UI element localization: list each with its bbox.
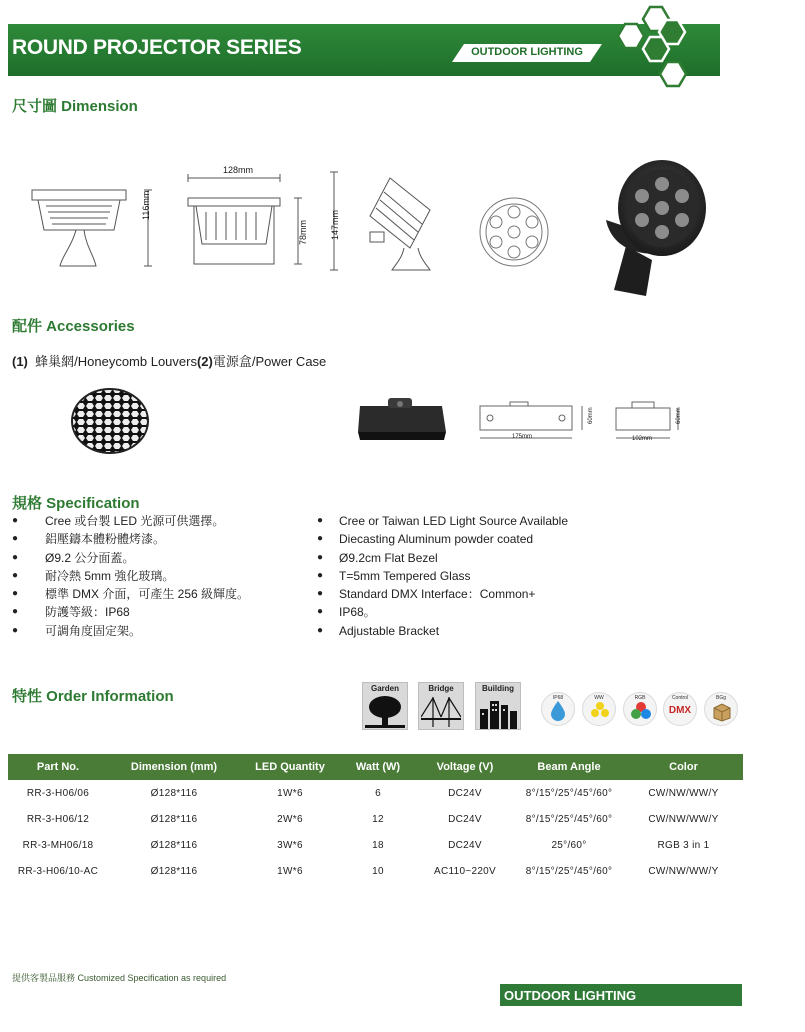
hexagon-decoration-icon [605,2,705,88]
warm-white-icon: WW [582,692,616,726]
order-section-title: 特性 Order Information [12,688,174,705]
customization-note: 提供客製品服務 Customized Specification as required [12,973,227,983]
bullet-icon: ● [12,515,19,526]
bullet-icon: ● [317,569,324,581]
bullet-icon: ● [12,551,19,563]
spec-item: ● IP68。 [317,603,647,621]
spec-item: ● Adjustable Bracket [317,622,647,640]
rgb-color-icon: RGB [623,692,657,726]
category-tag-label: OUTDOOR LIGHTING [471,46,583,58]
building-icon: Building [475,682,521,730]
spec-item: ● Cree 或台製 LED 光源可供選擇。 [12,512,302,530]
spec-item: ● 防護等級：IP68 [12,603,302,621]
product-photo [596,150,708,298]
tilted-view-drawing [330,170,455,274]
accessories-list [12,351,326,370]
column-header: Dimension (mm) [108,754,240,780]
bullet-icon: ● [12,624,19,636]
bullet-icon: ● [317,533,324,545]
power-case-length-label: 175mm [512,434,533,440]
spec-item: ● Diecasting Aluminum powder coated [317,530,647,548]
front-view-drawing [186,172,306,270]
packaging-box-icon: BGg [704,692,738,726]
column-header: Color [624,754,743,780]
spec-item: ● T=5mm Tempered Glass [317,567,647,585]
column-header: Part No. [8,754,108,780]
dmx-label: DMX [668,705,692,716]
bullet-icon: ● [12,569,19,581]
spec-item: ● 標準 DMX 介面，可產生 256 級輝度。 [12,585,302,603]
spec-item: ● Ø9.2 公分面蓋。 [12,549,302,567]
spec-item: ● Ø9.2cm Flat Bezel [317,549,647,567]
bullet-icon: ● [317,606,324,618]
column-header: LED Quantity [240,754,340,780]
bullet-icon: ● [317,624,324,636]
tilted-height-label: 147mm [330,209,340,240]
front-width-label: 128mm [223,165,254,175]
power-case-width-label: 102mm [632,436,653,442]
order-table [8,754,743,884]
spec-item: ● 可調角度固定架。 [12,622,302,640]
spec-item: ● Standard DMX Interface：Common+ [317,585,647,603]
spec-item: ● 耐冷熱 5mm 強化玻璃。 [12,567,302,585]
side-height-label: 116mm [141,190,151,220]
table-row: RR-3-H06/10-AC Ø128*116 1W*6 10 AC110~220V 8°/15°/25°/45°/60° CW/NW/WW/Y [17,865,719,877]
footer-banner-label: OUTDOOR LIGHTING [504,988,637,1003]
honeycomb-louver-image [68,386,152,456]
garden-icon: Garden [362,682,408,730]
column-header: Watt (W) [340,754,416,780]
top-view-drawing [476,194,552,270]
power-case-height-label-b: 60mm [676,407,682,424]
table-row: RR-3-H06/12 Ø128*116 2W*6 12 DC24V 8°/15°/25°/45°/60° CW/NW/WW/Y [26,813,719,825]
table-header-row [8,754,743,780]
accessory-2-label: 電源盒/Power Case [212,354,327,369]
accessory-1-label: 蜂巢網/Honeycomb Louvers [35,354,197,369]
side-view-drawing [26,188,156,272]
accessories-section-title: 配件 Accessories [12,318,135,335]
bullet-icon: ● [317,515,324,526]
ip68-rating-icon: IP68 [541,692,575,726]
bullet-icon: ● [317,588,324,600]
power-case-height-label-a: 60mm [588,407,594,424]
bullet-icon: ● [12,533,19,545]
dmx-control-icon: Control DMX [663,692,697,726]
accessory-1-number: (1) [12,354,28,369]
power-case-photo [354,394,450,446]
specification-list-zh [12,512,302,640]
accessory-2-number: (2) [196,354,213,369]
bullet-icon: ● [317,551,324,563]
bridge-icon: Bridge [418,682,464,730]
column-header: Beam Angle [514,754,624,780]
page-title: ROUND PROJECTOR SERIES [12,36,302,59]
table-row: RR-3-MH06/18 Ø128*116 3W*6 18 DC24V 25°/60° RGB 3 in 1 [22,839,710,851]
spec-item: ● Cree or Taiwan LED Light Source Available [317,512,647,530]
column-header: Voltage (V) [416,754,514,780]
dimension-section-title: 尺寸圖 Dimension [12,98,138,115]
bullet-icon: ● [12,606,19,618]
table-row: RR-3-H06/06 Ø128*116 1W*6 6 DC24V 8°/15°/25°/45°/60° CW/NW/WW/Y [26,787,719,799]
specification-list-en [317,512,647,640]
front-height-label: 78mm [298,219,308,245]
spec-item: ● 鋁壓鑄本體粉體烤漆。 [12,530,302,548]
power-case-side-drawing [470,400,600,446]
bullet-icon: ● [12,588,19,600]
specification-section-title: 規格 Specification [12,495,140,512]
